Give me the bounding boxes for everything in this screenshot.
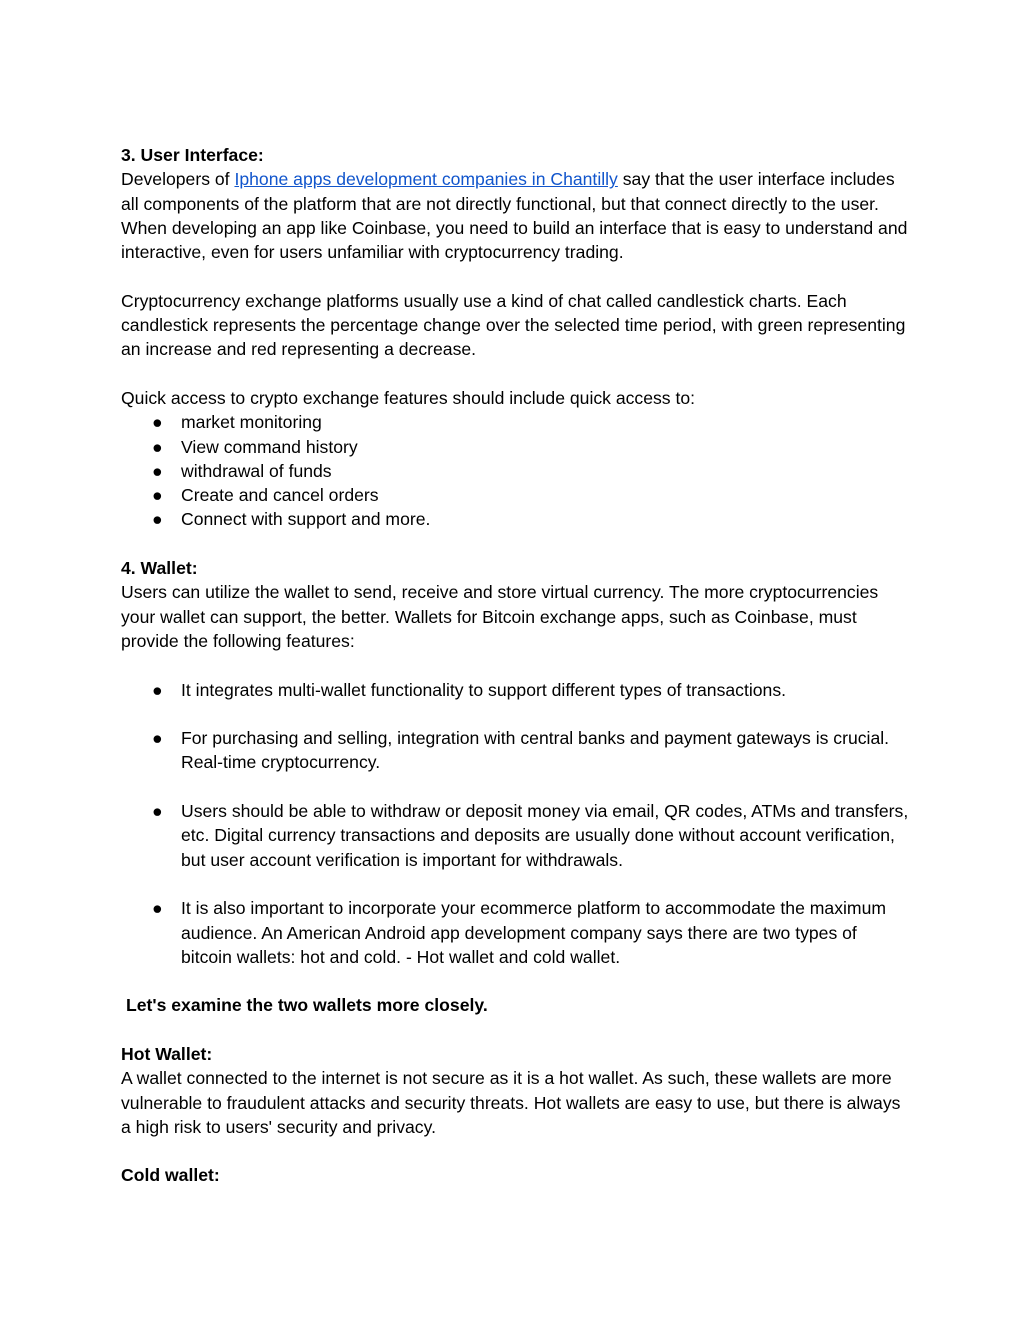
list-item (121, 483, 911, 507)
list-item-text: It is also important to incorporate your ecommerce platform to accommodate the maximum audience. An American Android app development company says there are two types of bitcoin wallets: hot and cold. - Hot wallet and cold wallet. (181, 898, 887, 967)
quick-access-paragraph: Quick access to crypto exchange features should include quick access to: (121, 387, 696, 408)
list-item (121, 896, 911, 969)
list-item-text: withdrawal of funds (181, 460, 332, 481)
document-page (121, 143, 911, 1188)
list-item (121, 678, 911, 702)
bullet-icon: ● (152, 460, 163, 481)
bullet-icon: ● (152, 728, 163, 749)
list-item-text: It integrates multi-wallet functionality to support different types of transactions. (181, 679, 787, 700)
examine-heading: Let's examine the two wallets more closely. (126, 995, 488, 1016)
list-item (121, 507, 911, 531)
bullet-icon: ● (152, 898, 163, 919)
list-item (121, 459, 911, 483)
list-item (121, 410, 911, 434)
hot-wallet-paragraph: A wallet connected to the internet is not secure as it is a hot wallet. As such, these wallets are more vulnerable to fraudulent attacks and security threats. Hot wallets are easy to use, but there is always a high risk to users' security and privacy. (121, 1068, 901, 1137)
intro-suffix: say that the user interface includes all components of the platform that are not directly functional, but that connect directly to the user. When developing an app like Coinbase, you need to build an interface that is easy to understand and interactive, even for users unfamiliar with cryptocurrency trading. (121, 169, 908, 263)
wallet-features-list (121, 678, 911, 970)
list-item-text: market monitoring (181, 412, 322, 433)
section-3-intro (121, 167, 911, 264)
list-item-text: For purchasing and selling, integration with central banks and payment gateways is crucial. Real-time cryptocurrency. (181, 728, 890, 773)
hot-wallet-heading: Hot Wallet: (121, 1043, 213, 1064)
section-3-heading: 3. User Interface: (121, 145, 264, 165)
cold-wallet-heading: Cold wallet: (121, 1165, 220, 1186)
list-item-text: Users should be able to withdraw or deposit money via email, QR codes, ATMs and transfers, etc. Digital currency transactions and deposits are usually done without account verification, but user account verification is important for withdrawals. (181, 801, 909, 870)
candlestick-paragraph: Cryptocurrency exchange platforms usually use a kind of chat called candlestick charts. Each candlestick represents the percentage change over the selected time period, with green representing an increase and red representing a decrease. (121, 290, 906, 360)
list-item-text: View command history (181, 436, 358, 457)
list-item (121, 435, 911, 459)
bullet-icon: ● (152, 412, 163, 433)
bullet-icon: ● (152, 801, 163, 822)
list-item-text: Create and cancel orders (181, 485, 379, 506)
list-item (121, 799, 911, 872)
section-4-heading: 4. Wallet: (121, 558, 198, 579)
bullet-icon: ● (152, 679, 163, 700)
list-item-text: Connect with support and more. (181, 509, 431, 530)
wallet-paragraph: Users can utilize the wallet to send, receive and store virtual currency. The more cryptocurrencies your wallet can support, the better. Wallets for Bitcoin exchange apps, such as Coinbase, must provide the following features: (121, 582, 879, 651)
quick-access-list (121, 410, 911, 531)
chantilly-iphone-apps-link[interactable]: Iphone apps development companies in Chantilly (234, 169, 618, 190)
intro-prefix: Developers of (121, 169, 235, 190)
list-item (121, 726, 911, 775)
bullet-icon: ● (152, 509, 163, 530)
bullet-icon: ● (152, 436, 163, 457)
bullet-icon: ● (152, 485, 163, 506)
